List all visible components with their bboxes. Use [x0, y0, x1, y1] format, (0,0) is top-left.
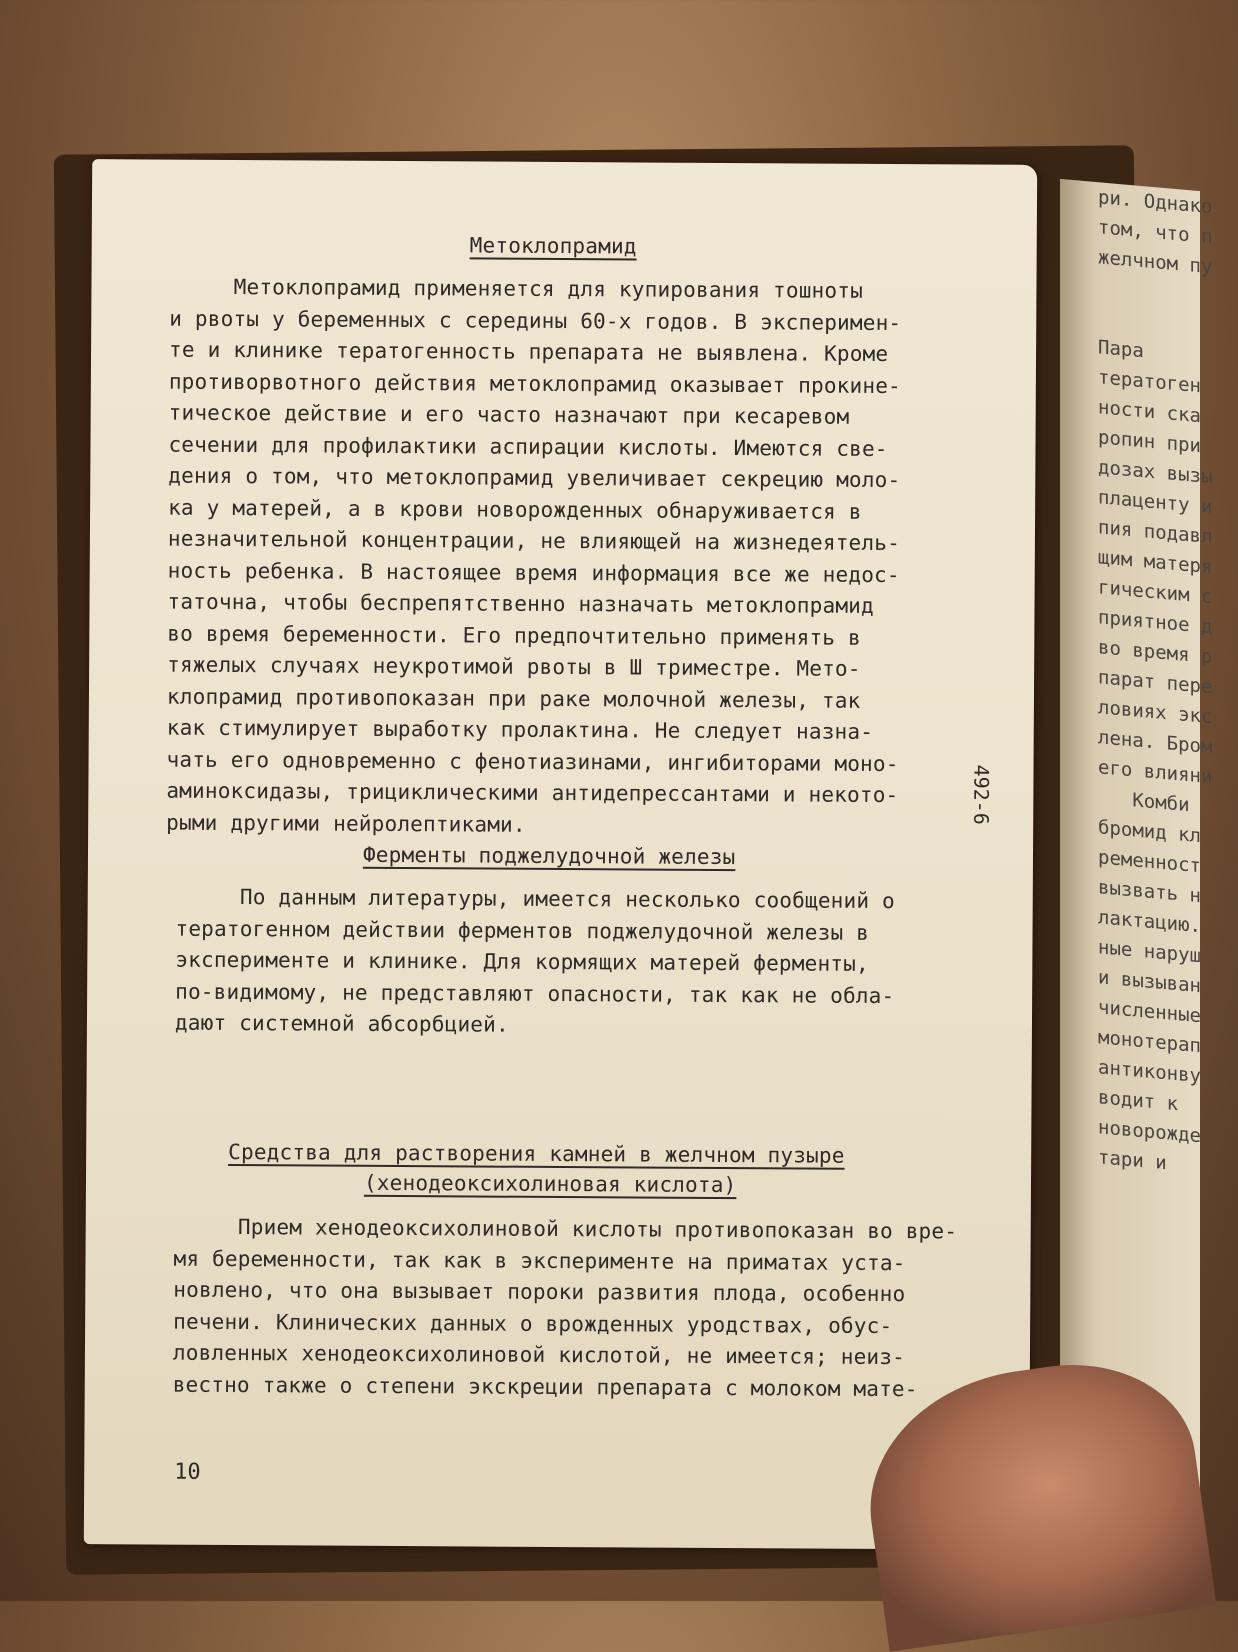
facing-page-line: приятное д	[1098, 606, 1213, 639]
section-subheading-chenodeoxycholic-acid: (хенодеоксихолиновая кислота)	[363, 1170, 737, 1198]
text-line: печени. Клинических данных о врожденных уродствах, обус-	[173, 1309, 893, 1338]
text-line: ка у матерей, а в крови новорожденных обнаруживается в	[168, 495, 862, 524]
facing-page	[1060, 179, 1213, 1551]
facing-page-line: гическим с	[1098, 576, 1213, 609]
facing-page-line: лена. Бром	[1098, 726, 1213, 759]
facing-page-line: парат пере	[1098, 666, 1213, 699]
facing-page-line: ные наруш	[1098, 936, 1201, 968]
facing-page-line: ропин при	[1098, 426, 1201, 458]
text-line: ность ребенка. В настоящее время информация все же недос-	[167, 558, 900, 587]
facing-page-line: бромид кл	[1098, 816, 1201, 848]
section-heading-gallstone-agents: Средства для растворения камней в желчном пузыре	[228, 1139, 845, 1168]
text-line: сечении для профилактики аспирации кислоты. Имеются све-	[168, 432, 888, 461]
text-line: новлено, что она вызывает пороки развития плода, особенно	[173, 1277, 906, 1307]
facing-page-line: ременност	[1098, 846, 1201, 878]
section-heading-pancreatic-enzymes: Ферменты поджелудочной железы	[362, 842, 736, 870]
section-heading-metoclopramide: Метоклопрамид	[469, 233, 637, 259]
book-page	[84, 159, 1037, 1550]
text-line: аминоксидазы, трициклическими антидепрессантами и некото-	[166, 778, 899, 808]
section-body-pancreatic-enzymes	[175, 882, 895, 1044]
facing-page-line: дозах вызы	[1098, 456, 1213, 489]
section-body-gallstone-agents	[173, 1212, 958, 1406]
text-line: незначительной концентрации, не влияющей на жизнедеятель-	[167, 526, 901, 556]
facing-page-line: вызвать н	[1098, 876, 1201, 908]
facing-page-line: желчном пу	[1098, 246, 1213, 279]
facing-page-line: численные	[1098, 996, 1201, 1028]
facing-page-line: ри. Однако	[1098, 186, 1213, 219]
facing-page-line: том, что п	[1098, 216, 1213, 249]
text-line: Метоклопрамид применяется для купирования тошноты	[169, 274, 864, 303]
text-line: как стимулирует выработку пролактина. Не следует назна-	[166, 715, 874, 744]
text-line: эксперименте и клинике. Для кормящих матерей ферменты,	[175, 947, 869, 976]
facing-page-line: антиконву	[1098, 1056, 1201, 1088]
text-line: рыми другими нейролептиками.	[166, 810, 526, 837]
library-stamp: 492-6	[969, 764, 994, 825]
facing-page-line: водит к	[1098, 1086, 1179, 1116]
facing-page-line: щим матеря	[1098, 546, 1213, 579]
text-line: вестно также о степени экскреции препарата с молоком мате-	[172, 1372, 918, 1401]
text-line: клопрамид противопоказан при раке молочной железы, так	[166, 684, 861, 713]
text-line: дают системной абсорбцией.	[174, 1010, 509, 1037]
text-line: тяжелых случаях неукротимой рвоты в Ш триместре. Мето-	[167, 652, 861, 681]
facing-page-line: и вызыван	[1098, 966, 1201, 998]
facing-page-line: Пара	[1098, 336, 1144, 363]
section-body-metoclopramide	[166, 272, 902, 843]
facing-page-text	[1060, 179, 1238, 1185]
facing-page-line: ловиях экс	[1098, 696, 1213, 729]
page-number: 10	[174, 1459, 201, 1485]
facing-page-line: его влияни	[1098, 756, 1213, 789]
facing-page-line: новорожде	[1098, 1116, 1201, 1148]
text-line: во время беременности. Его предпочтительно применять в	[167, 621, 861, 650]
text-line: ловленных хенодеоксихолиновой кислотой, не имеется; неиз-	[172, 1340, 906, 1370]
facing-page-line: тератоген	[1098, 366, 1201, 398]
text-line: и рвоты у беременных с середины 60-х годов. В эксперимен-	[169, 306, 902, 335]
text-line: По данным литературы, имеется несколько сообщений о	[175, 884, 896, 914]
facing-page-line: Комби	[1098, 786, 1190, 817]
facing-page-line: плаценту и	[1098, 486, 1213, 519]
facing-page-line: ности ска	[1098, 396, 1201, 428]
text-line: те и клинике тератогенность препарата не выявлена. Кроме	[169, 337, 889, 366]
facing-page-line: пия подавл	[1098, 516, 1213, 549]
text-line: тератогенном действии ферментов поджелудочной железы в	[175, 916, 870, 945]
text-line: чать его одновременно с фенотиазинами, ингибиторами моно-	[166, 747, 899, 776]
text-line: мя беременности, так как в эксперименте на приматах уста-	[173, 1246, 906, 1275]
facing-page-line: тари и	[1098, 1146, 1167, 1175]
text-line: по-видимому, не представляют опасности, так как не обла-	[175, 979, 895, 1008]
text-line: противорвотного действия метоклопрамид оказывает прокине-	[168, 369, 902, 398]
facing-page-line: монотерап	[1098, 1026, 1201, 1058]
text-line: Прием хенодеоксихолиновой кислоты противопоказан во вре-	[173, 1214, 958, 1244]
text-line: дения о том, что метоклопрамид увеличивает секрецию моло-	[168, 463, 901, 493]
facing-page-line: во время р	[1098, 636, 1213, 669]
text-line: тическое действие и его часто назначают при кесаревом	[168, 400, 850, 429]
facing-page-line: лактацию.	[1098, 906, 1201, 938]
text-line: таточна, чтобы беспрепятственно назначать метоклопрамид	[167, 589, 874, 618]
